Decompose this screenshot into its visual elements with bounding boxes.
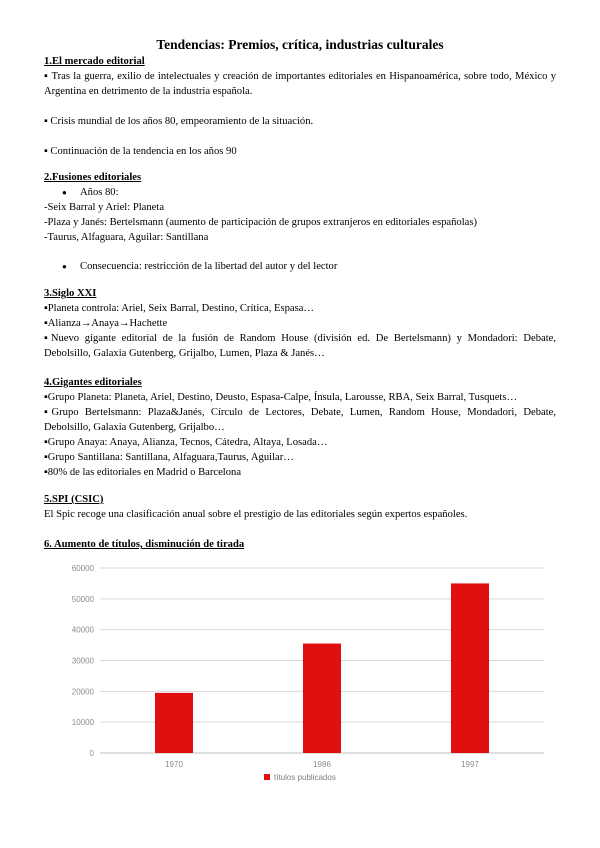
bar — [451, 583, 489, 753]
y-tick-label: 20000 — [71, 687, 94, 697]
section-4-line-3: ▪Grupo Anaya: Anaya, Alianza, Tecnos, Cátedra, Altaya, Losada… — [44, 437, 328, 448]
y-tick-label: 10000 — [71, 718, 94, 728]
section-2-bullet-2-text: ● Consecuencia: restricción de la libertad del autor y del lector — [62, 259, 556, 274]
section-4-heading: 4.Gigantes editoriales — [44, 377, 142, 388]
section-3-line-1: ▪Planeta controla: Ariel, Seix Barral, Destino, Crítica, Espasa… — [44, 303, 315, 314]
section-1-paragraph-3: ▪ Continuación de la tendencia en los años 90 — [44, 146, 237, 157]
section-2-bullet-1-text: ● Años 80: — [62, 185, 556, 200]
legend-swatch — [264, 774, 270, 780]
y-tick-label: 0 — [89, 749, 94, 758]
page-title: Tendencias: Premios, crítica, industrias culturales — [156, 37, 444, 52]
y-tick-label: 60000 — [71, 564, 94, 573]
bar — [303, 644, 341, 753]
section-3-line-3: ▪Nuevo gigante editorial de la fusión de Random House (división ed. De Bertelsmann) y Mondadori: Debate, Debolsillo, Galaxia Gutenberg, Grijalbo, Lumen, Plaza & Janés… — [44, 333, 556, 359]
section-3 — [44, 286, 556, 361]
section-1-paragraph-1: ▪ Tras la guerra, exilio de intelectuales y creación de importantes editoriales en Hispanoamérica, sobre todo, México y Argentina en detrimento de la industria española. — [44, 71, 556, 97]
y-tick-label: 40000 — [71, 625, 94, 635]
section-2-bullet-1 — [44, 185, 556, 200]
section-5-paragraph-1: El Spic recoge una clasificación anual sobre el prestigio de las editoriales según expertos españoles. — [44, 509, 468, 520]
section-2-line-2: -Plaza y Janés: Bertelsmann (aumento de participación de grupos extranjeros en editoriales españolas) — [44, 217, 478, 228]
section-6-heading: 6. Aumento de títulos, disminución de tirada — [44, 539, 245, 550]
section-4-line-5: ▪80% de las editoriales en Madrid o Barcelona — [44, 467, 242, 478]
section-4-line-1: ▪Grupo Planeta: Planeta, Ariel, Destino, Deusto, Espasa-Calpe, Ínsula, Larousse, RBA, Seix Barral, Tusquets… — [44, 392, 518, 403]
y-tick-label: 50000 — [71, 594, 94, 604]
y-tick-label: 30000 — [71, 656, 94, 666]
section-2-bullet-2 — [44, 259, 556, 274]
bar-chart — [44, 552, 556, 792]
section-2-line-3: -Taurus, Alfaguara, Aguilar: Santillana — [44, 232, 209, 243]
bar — [155, 693, 193, 753]
section-2-heading: 2.Fusiones editoriales — [44, 172, 142, 183]
section-1 — [44, 54, 556, 159]
x-tick-label: 1970 — [165, 760, 183, 769]
chart-svg — [44, 552, 556, 792]
section-1-heading: 1.El mercado editorial — [44, 56, 145, 67]
section-1-paragraph-2: ▪ Crisis mundial de los años 80, empeoramiento de la situación. — [44, 116, 314, 127]
section-5-heading: 5.SPI (CSIC) — [44, 494, 104, 505]
section-6 — [44, 537, 556, 552]
section-4-line-4: ▪Grupo Santillana: Santillana, Alfaguara,Taurus, Aguilar… — [44, 452, 294, 463]
section-4-line-2: ▪Grupo Bertelsmann: Plaza&Janés, Círculo de Lectores, Debate, Lumen, Random House, Mondadori, Debate, Debolsillo, Galaxia Gutenberg, Grijalbo… — [44, 407, 556, 433]
legend-label: títulos publicados — [274, 773, 336, 782]
section-2 — [44, 170, 556, 274]
section-5 — [44, 492, 556, 522]
section-4 — [44, 375, 556, 480]
section-3-heading: 3.Siglo XXI — [44, 288, 97, 299]
section-2-line-1: -Seix Barral y Ariel: Planeta — [44, 202, 165, 213]
x-tick-label: 1997 — [461, 760, 479, 769]
x-tick-label: 1986 — [313, 760, 331, 769]
section-3-line-2: ▪Alianza→Anaya→Hachette — [44, 318, 168, 329]
